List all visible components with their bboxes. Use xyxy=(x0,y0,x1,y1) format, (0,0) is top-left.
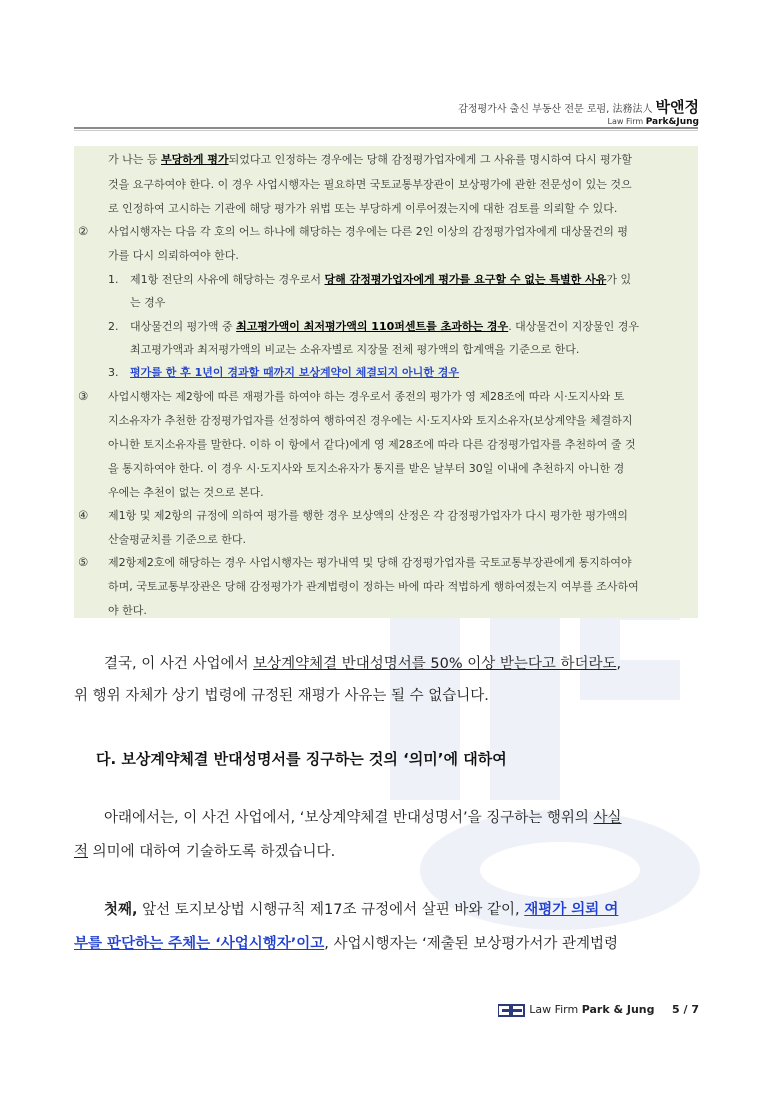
first-point-emphasis-b: 부를 판단하는 주체는 ‘사업시행자’이고 xyxy=(74,936,325,952)
header-firm-name: Park&Jung xyxy=(645,117,699,127)
p3-line1: 사업시행자는 제2항에 따른 재평가를 하여야 하는 경우로서 종전의 평가가 영 제28조에 따라 시·도지사와 토 xyxy=(108,390,625,403)
first-point-text-b: , 사업시행자는 ‘제출된 보상평가서가 관계법령 xyxy=(324,936,619,952)
item-1-line2: 는 경우 xyxy=(130,296,166,309)
conclusion-line2: 위 행위 자체가 상기 법령에 규정된 재평가 사유는 될 수 없습니다. xyxy=(74,688,489,704)
section-heading: 다. 보상계약체결 반대성명서를 징구하는 것의 ‘의미’에 대하여 xyxy=(96,750,507,768)
statute-quote-box xyxy=(74,146,698,618)
p1-l1-emphasis: 부당하게 평가 xyxy=(161,153,229,166)
p2-line2: 가를 다시 의뢰하여야 한다. xyxy=(108,249,239,262)
item-1-number: 1. xyxy=(108,273,119,286)
analysis-text-a: 아래에서는, 이 사건 사업에서, ‘보상계약체결 반대성명서’을 징구하는 행위의 xyxy=(104,810,594,826)
footer-firm-prefix: Law Firm xyxy=(529,1003,582,1016)
p5-line2: 하며, 국토교통부장관은 당해 감정평가가 관계법령이 정하는 바에 따라 적법하게 행하여졌는지 여부를 조사하여 xyxy=(108,580,639,593)
page-header xyxy=(458,96,699,127)
item-1-text-a: 제1항 전단의 사유에 해당하는 경우로서 xyxy=(130,273,325,286)
conclusion-underlined: 보상계약체결 반대성명서를 50% 이상 받는다고 하더라도 xyxy=(253,656,617,672)
firm-logo-icon xyxy=(498,1004,526,1017)
conclusion-line1 xyxy=(104,652,621,673)
item-2-line2: 최고평가액과 최저평가액의 비교는 소유자별로 지장물 전체 평가액의 합계액을 기준으로 한다. xyxy=(130,343,580,356)
p3-line3: 아니한 토지소유자를 말한다. 이하 이 항에서 같다)에게 영 제28조에 따라 다른 감정평가업자를 추천하여 줄 것 xyxy=(108,438,636,451)
p5-line3: 야 한다. xyxy=(108,604,147,617)
p1-line2: 것을 요구하여야 한다. 이 경우 사업시행자는 필요하면 국토교통부장관이 보상평가에 관한 전문성이 있는 것으 xyxy=(108,178,632,191)
footer-firm-name: Park & Jung xyxy=(581,1003,655,1016)
header-tagline xyxy=(458,96,699,117)
conclusion-text-a: 결국, 이 사건 사업에서 xyxy=(104,656,254,672)
item-1-text-c: 가 있 xyxy=(606,273,632,286)
item-2-text-c: . 대상물건이 지장물인 경우 xyxy=(508,320,640,333)
header-firm xyxy=(458,117,699,127)
p1-line1 xyxy=(108,148,632,171)
item-2-text-a: 대상물건의 평가액 중 xyxy=(130,320,237,333)
page-footer xyxy=(498,1003,699,1017)
footer-firm xyxy=(529,1003,654,1016)
page-number: 5 / 7 xyxy=(672,1003,699,1016)
para-number-4: ④ xyxy=(78,508,89,522)
header-firm-prefix: Law Firm xyxy=(607,117,646,126)
p3-line5: 우에는 추천이 없는 것으로 본다. xyxy=(108,486,264,499)
para-number-3: ③ xyxy=(78,389,89,403)
first-point-line2 xyxy=(74,932,618,953)
analysis-underlined-b: 적 xyxy=(74,844,89,860)
p1-line3: 로 인정하여 고시하는 기관에 해당 평가가 위법 또는 부당하게 이루어졌는지에 대한 검토를 의뢰할 수 있다. xyxy=(108,202,618,215)
analysis-underlined-a: 사실 xyxy=(593,810,622,826)
p1-l1-text-a: 가 나는 등 xyxy=(108,153,161,166)
item-2-emphasis: 최고평가액이 최저평가액의 110퍼센트를 초과하는 경우 xyxy=(236,320,509,333)
item-2-line1 xyxy=(130,315,639,338)
p1-l1-text-c: 되었다고 인정하는 경우에는 당해 감정평가업자에게 그 사유를 명시하여 다시 평가할 xyxy=(228,153,632,166)
conclusion-comma: , xyxy=(616,656,622,672)
p5-line1: 제2항제2호에 해당하는 경우 사업시행자는 평가내역 및 당해 감정평가업자를 국토교통부장관에게 통지하여야 xyxy=(108,556,632,569)
p3-line4: 을 통지하여야 한다. 이 경우 시·도지사와 토지소유자가 통지를 받은 날부터 30일 이내에 추천하지 아니한 경 xyxy=(108,462,625,475)
item-1-emphasis: 당해 감정평가업자에게 평가를 요구할 수 없는 특별한 사유 xyxy=(324,273,607,286)
para-number-2: ② xyxy=(78,224,89,238)
first-point-emphasis-a: 재평가 의뢰 여 xyxy=(524,902,619,918)
analysis-line1 xyxy=(104,806,622,827)
header-brand: 박앤정 xyxy=(655,98,699,116)
item-2-number: 2. xyxy=(108,320,119,333)
p3-line2: 지소유자가 추천한 감정평가업자를 선정하여 행하여진 경우에는 시·도지사와 토지소유자(보상계약을 체결하지 xyxy=(108,414,633,427)
p2-line1: 사업시행자는 다음 각 호의 어느 하나에 해당하는 경우에는 다른 2인 이상의 감정평가업자에게 대상물건의 평 xyxy=(108,225,628,238)
header-rule xyxy=(74,127,698,129)
header-rule-thin xyxy=(74,130,698,131)
first-point-line1 xyxy=(104,898,618,919)
p4-line2: 산술평균치를 기준으로 한다. xyxy=(108,533,247,546)
analysis-text-b: 의미에 대하여 기술하도록 하겠습니다. xyxy=(88,844,336,860)
p4-line1: 제1항 및 제2항의 규정에 의하여 평가를 행한 경우 보상액의 산정은 각 감정평가업자가 다시 평가한 평가액의 xyxy=(108,509,628,522)
first-point-label: 첫째, xyxy=(104,902,138,918)
analysis-line2 xyxy=(74,840,335,861)
para-number-5: ⑤ xyxy=(78,555,89,569)
header-tagline-text: 감정평가사 출신 부동산 전문 로펌, 法務法人 xyxy=(458,104,653,115)
first-point-text: 앞선 토지보상법 시행규칙 제17조 규정에서 살핀 바와 같이, xyxy=(137,902,525,918)
item-3-number: 3. xyxy=(108,366,119,379)
item-3-line1: 평가를 한 후 1년이 경과할 때까지 보상계약이 체결되지 아니한 경우 xyxy=(130,366,460,379)
item-1-line1 xyxy=(130,268,631,291)
